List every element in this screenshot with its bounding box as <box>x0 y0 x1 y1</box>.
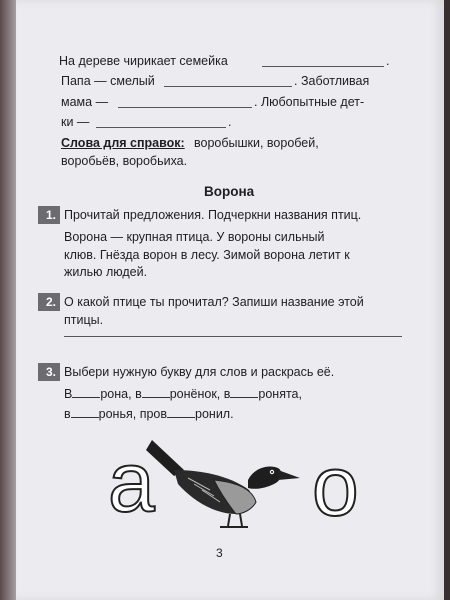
fill-sentence-1: На дереве чирикает семейка <box>59 54 228 68</box>
word-part: ронёнок, <box>169 387 221 401</box>
section-title: Ворона <box>204 184 255 199</box>
task3-words-line-1 <box>64 386 302 402</box>
task-number-badge: 3. <box>38 363 60 381</box>
answer-line[interactable] <box>118 107 252 108</box>
fill-sentence-3a: мама — <box>61 95 109 109</box>
word-part: ронил. <box>195 407 234 421</box>
punct: . <box>386 54 390 68</box>
task1-text-2: клюв. Гнёзда ворон в лесу. Зимой ворона летит к <box>64 248 350 262</box>
fill-sentence-2b: . Заботливая <box>294 74 370 88</box>
letter-gap[interactable] <box>72 386 100 398</box>
letter-gap[interactable] <box>71 406 99 418</box>
word-part: пров <box>139 407 168 421</box>
task2-instruction-2: птицы. <box>64 313 104 327</box>
task3-instruction: Выбери нужную букву для слов и раскрась её. <box>64 365 335 379</box>
answer-line[interactable] <box>262 66 384 67</box>
reference-label: Слова для справок: <box>61 136 185 150</box>
task3-words-line-2 <box>64 406 234 422</box>
answer-line[interactable] <box>64 336 402 337</box>
letter-gap[interactable] <box>167 406 195 418</box>
task-number-badge: 1. <box>38 206 60 224</box>
word-part: ронята, <box>258 387 302 401</box>
letter-gap[interactable] <box>230 386 258 398</box>
punct: . <box>228 115 232 129</box>
letter-gap[interactable] <box>142 386 170 398</box>
fill-sentence-2a: Папа — смелый <box>61 74 155 88</box>
fill-sentence-3b: . Любопытные дет- <box>254 95 365 109</box>
letter-o-outline[interactable]: о <box>312 439 359 533</box>
task1-instruction: Прочитай предложения. Подчеркни названия птиц. <box>64 208 362 222</box>
word-part: ронья, <box>98 407 137 421</box>
fill-sentence-4a: ки — <box>61 115 90 129</box>
page-number: 3 <box>216 546 223 560</box>
task1-text-1: Ворона — крупная птица. У вороны сильный <box>64 230 325 244</box>
word-part: в <box>135 387 142 401</box>
word-part: в <box>64 407 71 421</box>
task1-text-3: жилью людей. <box>64 265 148 279</box>
word-part: В <box>64 387 73 401</box>
answer-line[interactable] <box>164 86 292 87</box>
reference-words-2: воробьёв, воробьиха. <box>61 154 188 168</box>
task2-instruction-1: О какой птице ты прочитал? Запиши название этой <box>64 295 364 309</box>
word-part: в <box>223 387 231 401</box>
task-number-badge: 2. <box>38 293 60 311</box>
word-part: рона, <box>100 387 132 401</box>
reference-words-1: воробышки, воробей, <box>194 136 319 150</box>
answer-line[interactable] <box>96 127 226 128</box>
letter-a-outline[interactable]: а <box>108 435 155 529</box>
workbook-page <box>16 0 444 600</box>
crow-illustration-icon <box>144 430 304 534</box>
